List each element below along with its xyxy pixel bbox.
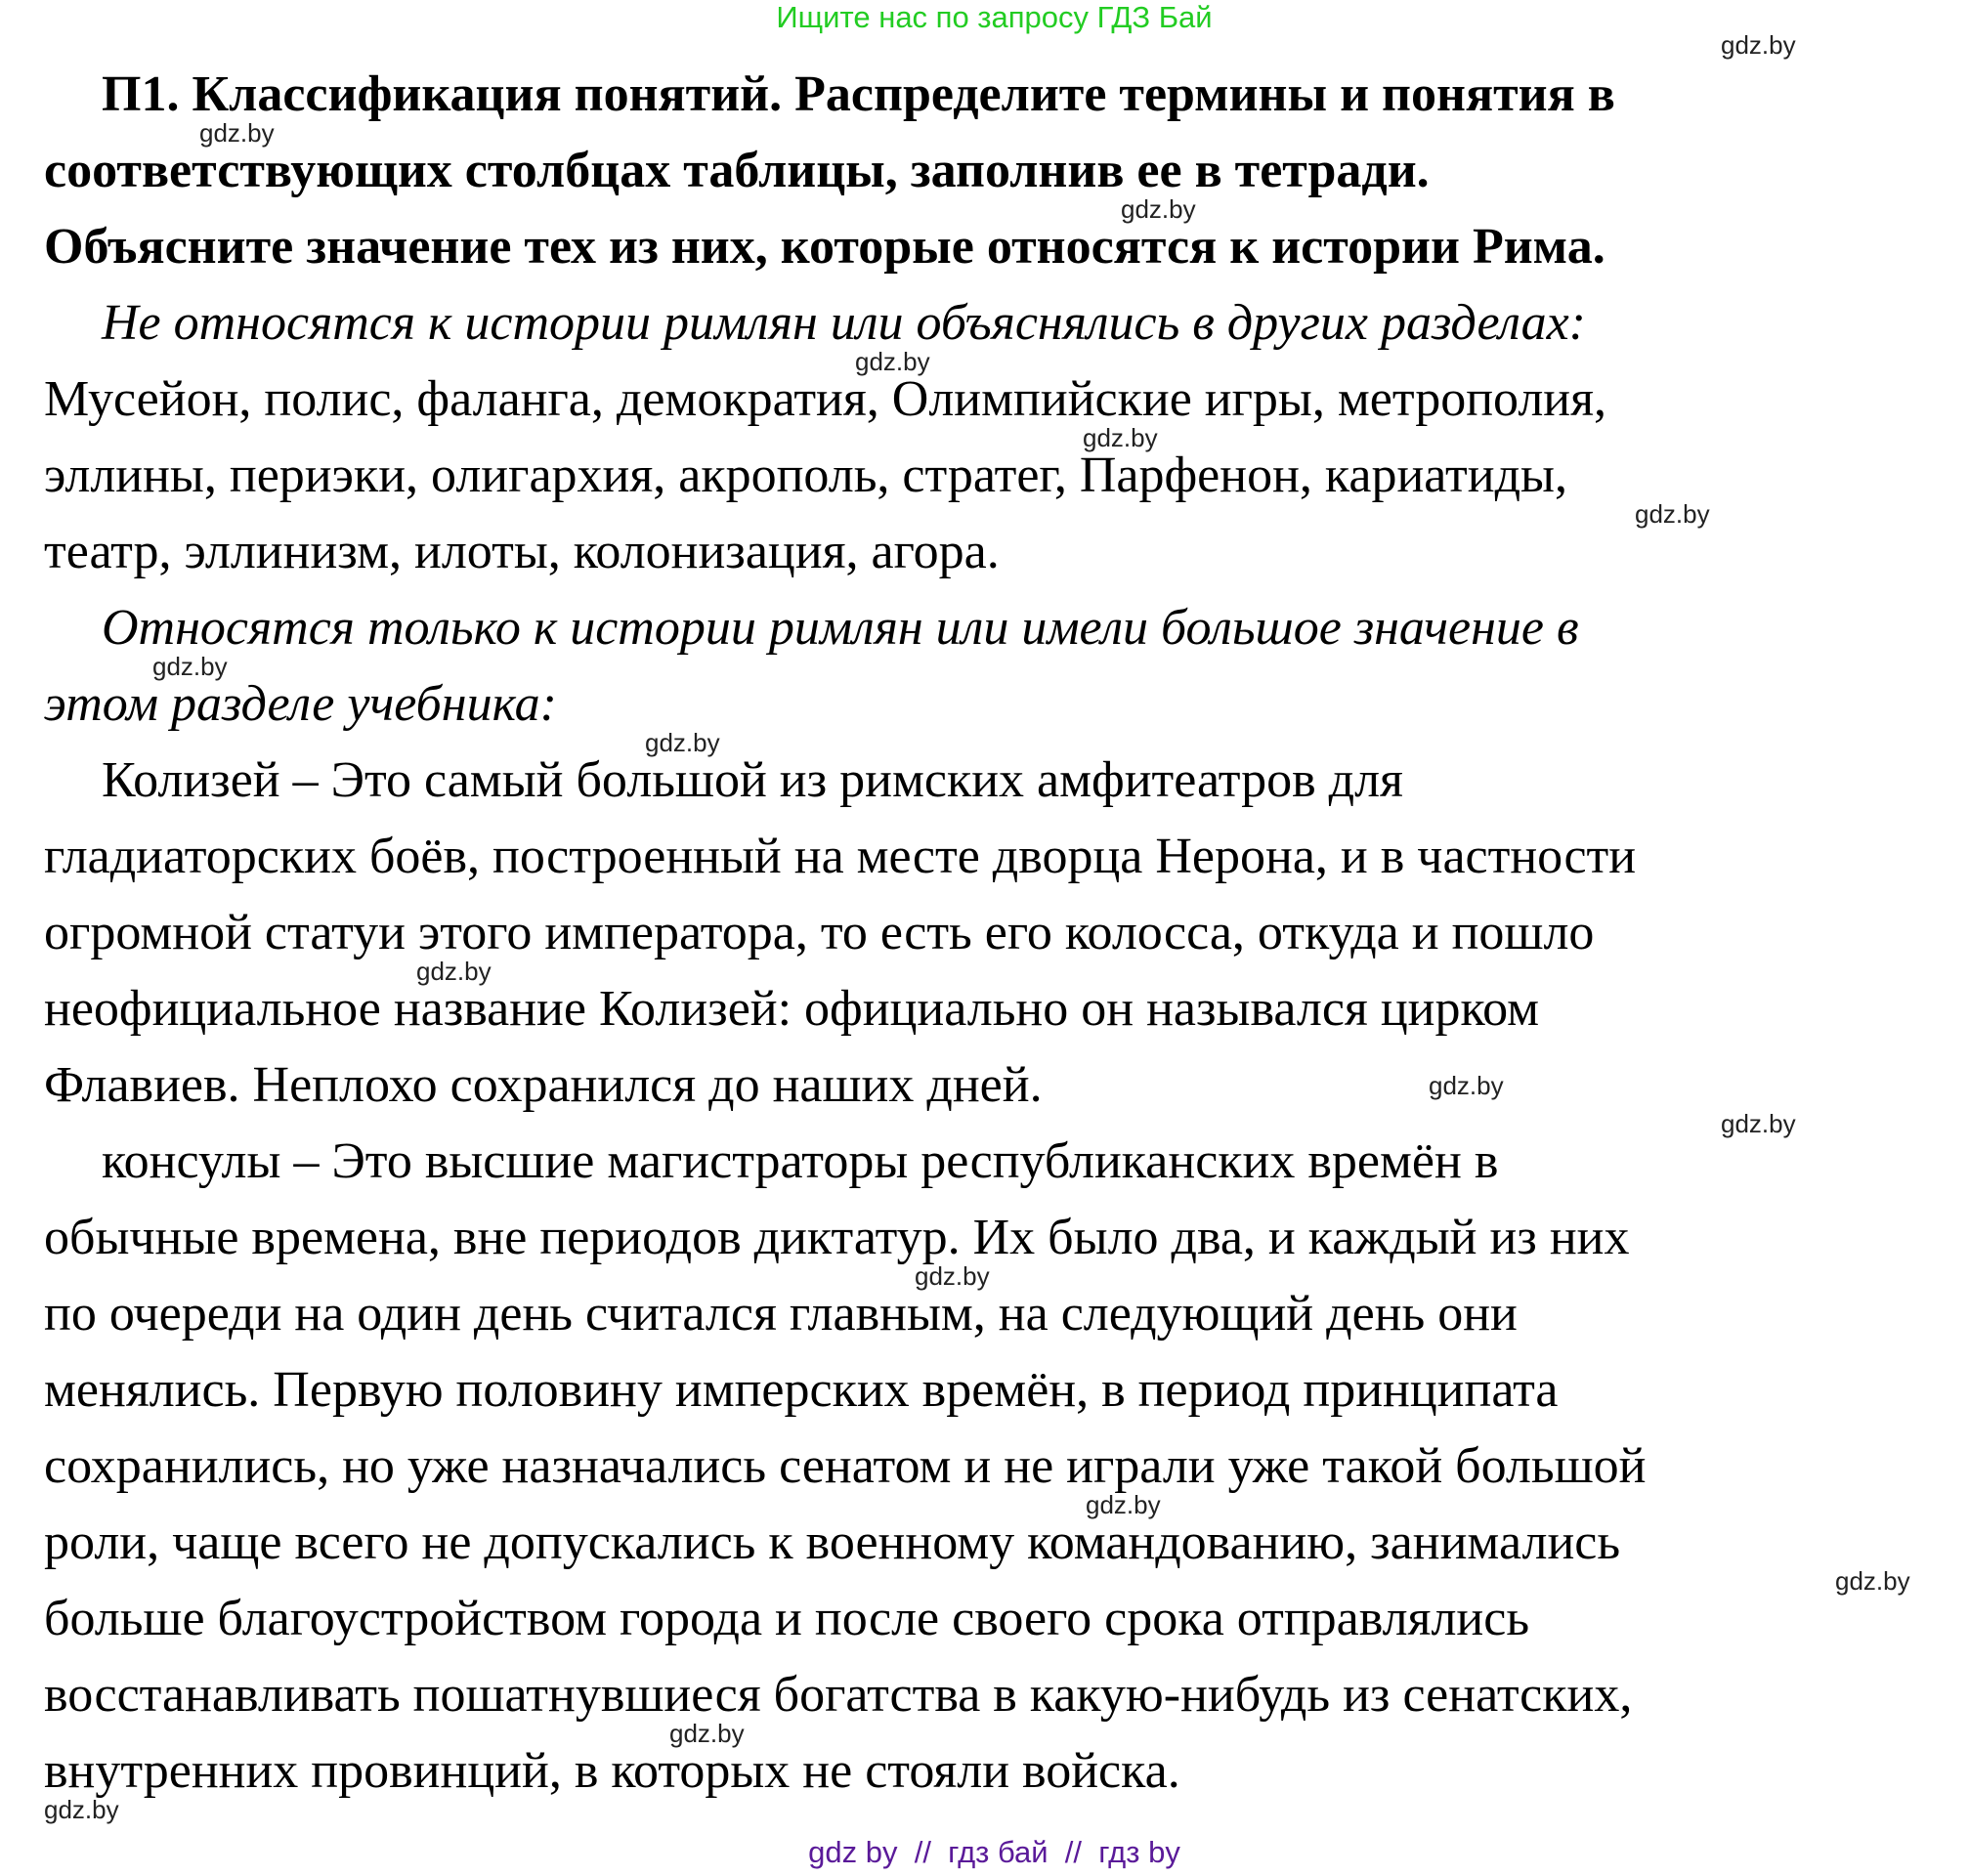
- text-line: Не относятся к истории римлян или объяснялись в других разделах:: [102, 295, 1586, 351]
- text-line: Относятся только к истории римлян или имели большое значение в: [102, 600, 1579, 656]
- watermark-text: gdz.by: [1086, 1490, 1161, 1519]
- text-line: этом разделе учебника:: [44, 676, 557, 732]
- watermark-text: gdz.by: [1721, 1109, 1796, 1138]
- text-line: огромной статуи этого императора, то есть его колосса, откуда и пошло: [44, 905, 1595, 960]
- watermark-text: gdz.by: [1429, 1071, 1504, 1100]
- watermark-text: gdz.by: [645, 728, 720, 757]
- watermark-text: gdz.by: [915, 1261, 990, 1291]
- watermark-text: gdz.by: [199, 118, 275, 148]
- text-line: восстанавливать пошатнувшиеся богатства в какую-нибудь из сенатских,: [44, 1667, 1633, 1723]
- footer-bar: [0, 1835, 1969, 1876]
- text-line: театр, эллинизм, илоты, колонизация, агора.: [44, 524, 1000, 579]
- text-line: Колизей – Это самый большой из римских амфитеатров для: [102, 752, 1403, 808]
- watermark-text: gdz.by: [44, 1795, 119, 1824]
- text-line: неофициальное название Колизей: официально он назывался цирком: [44, 981, 1540, 1037]
- watermark-text: gdz.by: [855, 347, 930, 376]
- task-heading-line: Объясните значение тех из них, которые относятся к истории Рима.: [44, 219, 1605, 275]
- text-line: консулы – Это высшие магистраторы республиканских времён в: [102, 1133, 1499, 1189]
- watermark-text: gdz.by: [1121, 194, 1196, 224]
- text-line: обычные времена, вне периодов диктатур. Их было два, и каждый из них: [44, 1210, 1630, 1265]
- watermark-text: gdz.by: [416, 957, 492, 986]
- task-heading-line: П1. Классификация понятий. Распределите термины и понятия в: [102, 66, 1615, 122]
- header-search-hint: Ищите нас по запросу ГДЗ Бай: [776, 0, 1213, 34]
- text-line: по очереди на один день считался главным, на следующий день они: [44, 1286, 1518, 1342]
- text-line: Флавиев. Неплохо сохранился до наших дней.: [44, 1057, 1043, 1113]
- watermark-text: gdz.by: [1083, 423, 1158, 452]
- watermark-text: gdz.by: [1635, 499, 1710, 529]
- text-line: больше благоустройством города и после своего срока отправлялись: [44, 1591, 1530, 1646]
- text-line: гладиаторских боёв, построенный на месте дворца Нерона, и в частности: [44, 829, 1637, 884]
- watermark-text: gdz.by: [669, 1719, 745, 1748]
- text-line: внутренних провинций, в которых не стояли войска.: [44, 1743, 1180, 1799]
- header-bar: [0, 0, 1969, 41]
- task-heading-line: соответствующих столбцах таблицы, заполнив ее в тетради.: [44, 143, 1430, 198]
- text-line: эллины, периэки, олигархия, акрополь, стратег, Парфенон, кариатиды,: [44, 448, 1567, 503]
- watermark-text: gdz.by: [1835, 1566, 1910, 1596]
- text-line: Мусейон, полис, фаланга, демократия, Олимпийские игры, метрополия,: [44, 371, 1607, 427]
- text-line: сохранились, но уже назначались сенатом и не играли уже такой большой: [44, 1438, 1647, 1494]
- footer-site-links: gdz by // гдз бай // гдз by: [808, 1835, 1180, 1869]
- text-line: менялись. Первую половину имперских времён, в период принципата: [44, 1362, 1559, 1418]
- text-line: роли, чаще всего не допускались к военному командованию, занимались: [44, 1514, 1621, 1570]
- watermark-text: gdz.by: [1721, 30, 1796, 60]
- watermark-text: gdz.by: [152, 652, 228, 681]
